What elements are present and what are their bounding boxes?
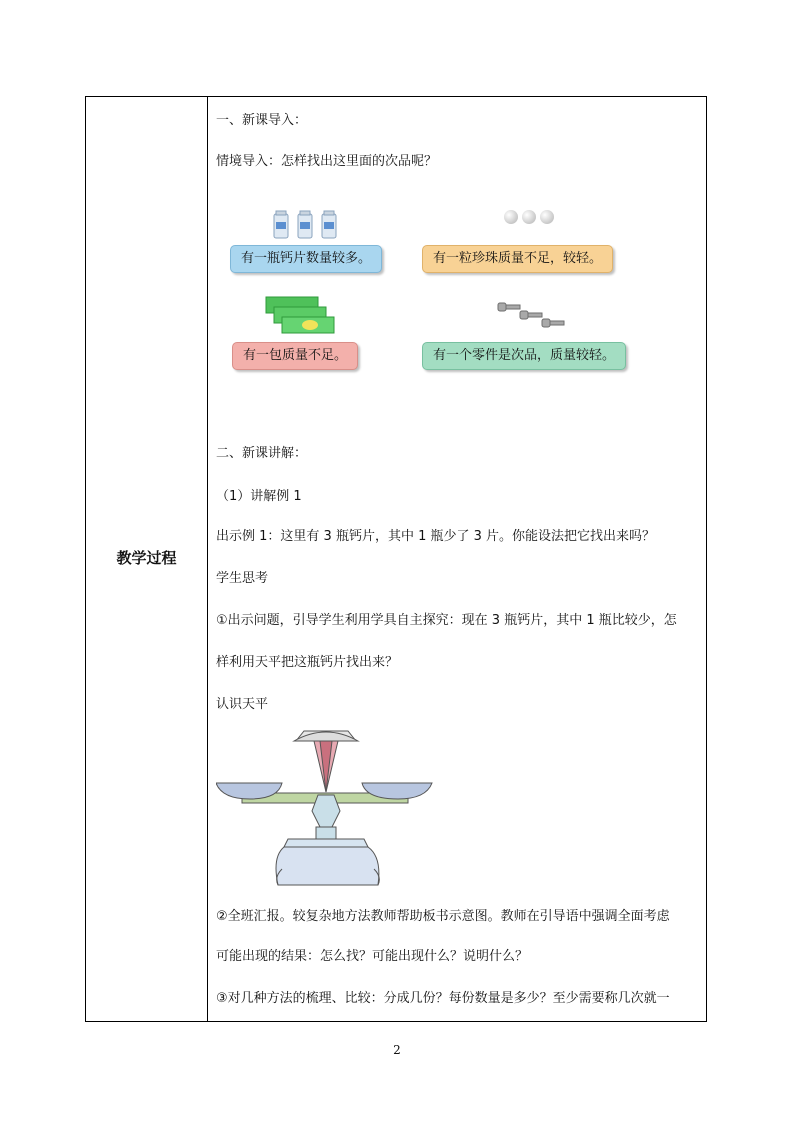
row-label: 教学过程 bbox=[116, 549, 177, 567]
recognize-text: 认识天平 bbox=[216, 697, 269, 712]
step2-line2: 可能出现的结果：怎么找？可能出现什么？说明什么？ bbox=[216, 949, 529, 964]
bubble-pearl: 有一粒珍珠质量不足，较轻。 bbox=[422, 245, 613, 273]
pearl-icon bbox=[502, 207, 556, 227]
page-number: 2 bbox=[393, 1043, 401, 1057]
snack-pack-icon bbox=[264, 295, 336, 337]
bubble-calcium: 有一瓶钙片数量较多。 bbox=[230, 245, 382, 273]
screw-icon bbox=[496, 299, 566, 333]
heading-lecture: 二、新课讲解： bbox=[216, 446, 308, 461]
balance-scale-image bbox=[216, 727, 436, 892]
intro-text: 情境导入：怎样找出这里面的次品呢？ bbox=[216, 154, 438, 169]
heading-intro: 一、新课导入： bbox=[216, 113, 308, 128]
example-text: 出示例 1：这里有 3 瓶钙片，其中 1 瓶少了 3 片。你能设法把它找出来吗？ bbox=[216, 529, 656, 544]
bubble-part: 有一个零件是次品，质量较轻。 bbox=[422, 342, 626, 370]
step3-line1: ③对几种方法的梳理、比较：分成几份？每份数量是多少？至少需要称几次就一 bbox=[216, 991, 670, 1006]
lesson-table bbox=[85, 96, 707, 1022]
column-divider bbox=[207, 97, 208, 1021]
think-text: 学生思考 bbox=[216, 571, 269, 586]
step1-line2: 样利用天平把这瓶钙片找出来？ bbox=[216, 655, 399, 670]
step2-line1: ②全班汇报。较复杂地方法教师帮助板书示意图。教师在引导语中强调全面考虑 bbox=[216, 909, 670, 924]
subheading-example: （1）讲解例 1 bbox=[216, 489, 302, 504]
bottle-icon bbox=[270, 210, 342, 240]
bubble-pack: 有一包质量不足。 bbox=[232, 342, 358, 370]
step1-line1: ①出示问题，引导学生利用学具自主探究：现在 3 瓶钙片，其中 1 瓶比较少，怎 bbox=[216, 613, 677, 628]
